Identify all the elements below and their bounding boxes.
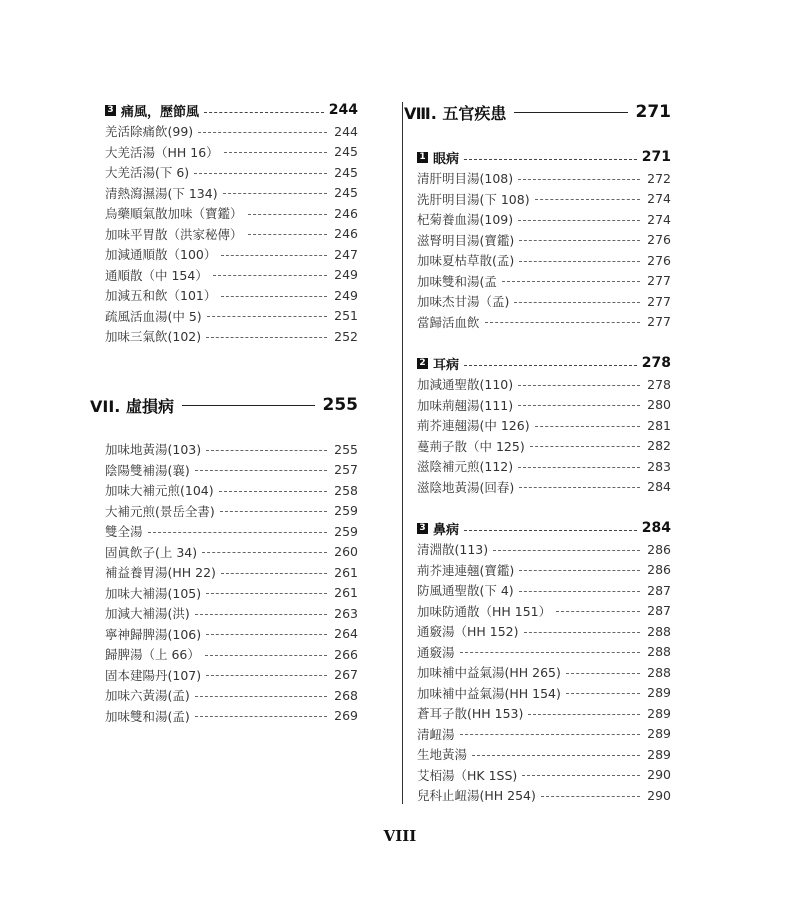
entry-title: 滋陰補元煎(112) xyxy=(417,459,514,475)
toc-entry xyxy=(417,683,671,704)
section-page-number: 244 xyxy=(328,102,358,118)
entry-page-number: 264 xyxy=(334,626,358,642)
toc-entry xyxy=(417,621,671,642)
entry-title: 補益養胃湯(HH 22) xyxy=(105,565,216,581)
entry-page-number: 272 xyxy=(647,170,671,186)
entry-page-number: 245 xyxy=(334,164,358,180)
entry-title: 蒼耳子散(HH 153) xyxy=(417,706,524,722)
entry-title: 加味防通散（HH 151） xyxy=(417,603,552,619)
entry-title: 清淵散(113) xyxy=(417,542,489,558)
entry-title: 加味大補湯(105) xyxy=(105,585,202,601)
toc-entry xyxy=(417,189,671,210)
chapter-title: Ⅷ. 五官疾患 xyxy=(404,103,507,123)
toc-entry xyxy=(417,642,671,663)
entry-title: 加減大補湯(洪) xyxy=(105,606,190,622)
dot-leader xyxy=(207,316,327,317)
entry-page-number: 289 xyxy=(647,746,671,762)
toc-entry xyxy=(417,271,671,292)
toc-entry xyxy=(105,583,358,604)
dot-leader xyxy=(248,214,327,215)
entry-page-number: 277 xyxy=(647,314,671,330)
entry-page-number: 286 xyxy=(647,541,671,557)
section-title: 耳病 xyxy=(433,357,460,373)
dot-leader xyxy=(213,275,327,276)
entry-title: 加味杰甘湯（孟) xyxy=(417,294,510,310)
entry-title: 固眞飲子(上 34) xyxy=(105,544,198,560)
entry-title: 艾栢湯（HK 1SS) xyxy=(417,767,518,783)
dot-leader xyxy=(519,240,640,241)
toc-entry xyxy=(417,291,671,312)
toc-entry xyxy=(105,142,358,163)
section-number-badge: 3 xyxy=(105,105,116,116)
entry-title: 加減五和飲（101） xyxy=(105,288,217,304)
entry-page-number: 287 xyxy=(647,603,671,619)
entry-title: 加減通順散（100） xyxy=(105,247,217,263)
toc-entry xyxy=(105,121,358,142)
toc-entry xyxy=(105,685,358,706)
entry-page-number: 259 xyxy=(334,523,358,539)
toc-entry xyxy=(417,560,671,581)
toc-entry xyxy=(417,785,671,806)
entry-page-number: 278 xyxy=(647,376,671,392)
entry-page-number: 258 xyxy=(334,482,358,498)
entry-page-number: 288 xyxy=(647,623,671,639)
entry-page-number: 267 xyxy=(334,667,358,683)
entry-title: 疏風活血湯(中 5) xyxy=(105,308,202,324)
toc-entry xyxy=(105,326,358,347)
dot-leader xyxy=(223,193,327,194)
dot-leader xyxy=(530,446,640,447)
entry-page-number: 287 xyxy=(647,582,671,598)
dot-leader xyxy=(566,693,640,694)
toc-entry xyxy=(105,306,358,327)
entry-title: 清肝明目湯(108) xyxy=(417,171,514,187)
entry-title: 大羌活湯(下 6) xyxy=(105,165,190,181)
toc-entry xyxy=(417,601,671,622)
entry-title: 烏藥順氣散加味（寶鑑） xyxy=(105,206,243,222)
entry-page-number: 269 xyxy=(334,708,358,724)
toc-entry xyxy=(105,162,358,183)
dot-leader xyxy=(519,487,640,488)
entry-title: 加味夏枯草散(孟) xyxy=(417,253,515,269)
toc-entry xyxy=(105,183,358,204)
dot-leader xyxy=(206,337,327,338)
dot-leader xyxy=(541,796,640,797)
dot-leader xyxy=(502,281,640,282)
dot-leader xyxy=(518,385,640,386)
section-page-number: 284 xyxy=(641,520,671,536)
entry-title: 加味補中益氣湯(HH 154) xyxy=(417,685,561,701)
dot-leader xyxy=(195,614,327,615)
toc-entry xyxy=(417,436,671,457)
dot-leader xyxy=(221,296,327,297)
entry-title: 加味荊翹湯(111) xyxy=(417,397,514,413)
entry-page-number: 244 xyxy=(334,123,358,139)
toc-entry xyxy=(417,415,671,436)
entry-list-eye xyxy=(417,168,671,332)
entry-title: 荊芥連連翹(寶鑑) xyxy=(417,562,515,578)
section-title: 鼻病 xyxy=(433,522,460,538)
dot-leader xyxy=(195,696,327,697)
section-heading-gout xyxy=(105,100,358,120)
entry-page-number: 276 xyxy=(647,232,671,248)
entry-title: 加味補中益氣湯(HH 265) xyxy=(417,665,561,681)
chapter-title: VII. 虛損病 xyxy=(90,396,174,416)
chapter-page-number: 271 xyxy=(635,102,671,122)
toc-entry xyxy=(417,662,671,683)
chapter-heading-deficiency xyxy=(90,393,358,417)
dot-leader xyxy=(464,530,637,531)
entry-list-nose xyxy=(417,539,671,806)
entry-page-number: 245 xyxy=(334,185,358,201)
section-heading-eye xyxy=(417,147,671,167)
entry-page-number: 260 xyxy=(334,544,358,560)
toc-entry xyxy=(417,724,671,745)
entry-page-number: 289 xyxy=(647,705,671,721)
dot-leader xyxy=(519,570,640,571)
entry-page-number: 290 xyxy=(647,767,671,783)
entry-title: 通順散（中 154） xyxy=(105,267,208,283)
chapter-heading-five-senses xyxy=(404,100,671,124)
toc-entry xyxy=(105,480,358,501)
dot-leader xyxy=(206,593,327,594)
entry-title: 滋陰地黃湯(回春) xyxy=(417,479,515,495)
toc-entry xyxy=(417,209,671,230)
entry-page-number: 289 xyxy=(647,685,671,701)
toc-entry xyxy=(105,644,358,665)
toc-entry xyxy=(105,521,358,542)
entry-page-number: 261 xyxy=(334,564,358,580)
entry-page-number: 282 xyxy=(647,438,671,454)
entry-list-gout xyxy=(105,121,358,347)
dot-leader xyxy=(221,573,327,574)
entry-page-number: 289 xyxy=(647,726,671,742)
toc-entry xyxy=(417,374,671,395)
entry-page-number: 245 xyxy=(334,144,358,160)
entry-page-number: 247 xyxy=(334,246,358,262)
entry-title: 荊芥連翹湯(中 126) xyxy=(417,418,530,434)
toc-entry xyxy=(105,285,358,306)
entry-title: 加味大補元煎(104) xyxy=(105,483,214,499)
section-heading-nose xyxy=(417,518,671,538)
dot-leader xyxy=(528,714,640,715)
column-divider xyxy=(402,102,403,804)
page-folio: VIII xyxy=(383,827,417,845)
toc-entry xyxy=(417,477,671,498)
dot-leader xyxy=(518,467,640,468)
chapter-rule xyxy=(514,112,627,113)
chapter-page-number: 255 xyxy=(322,395,358,415)
dot-leader xyxy=(514,302,640,303)
entry-page-number: 251 xyxy=(334,308,358,324)
entry-page-number: 255 xyxy=(334,441,358,457)
dot-leader xyxy=(519,261,640,262)
entry-page-number: 246 xyxy=(334,205,358,221)
entry-page-number: 290 xyxy=(647,787,671,803)
toc-entry xyxy=(417,168,671,189)
entry-title: 滋腎明目湯(寶鑑) xyxy=(417,232,515,248)
dot-leader xyxy=(485,322,640,323)
entry-page-number: 277 xyxy=(647,293,671,309)
dot-leader xyxy=(519,591,640,592)
entry-page-number: 252 xyxy=(334,328,358,344)
entry-page-number: 246 xyxy=(334,226,358,242)
dot-leader xyxy=(206,450,327,451)
toc-entry xyxy=(105,706,358,727)
entry-page-number: 277 xyxy=(647,273,671,289)
dot-leader xyxy=(524,632,640,633)
entry-list-ear xyxy=(417,374,671,497)
toc-entry xyxy=(105,501,358,522)
dot-leader xyxy=(219,491,327,492)
dot-leader xyxy=(220,511,327,512)
dot-leader xyxy=(204,112,324,113)
entry-title: 當歸活血飲 xyxy=(417,314,480,330)
dot-leader xyxy=(205,655,327,656)
dot-leader xyxy=(198,132,327,133)
dot-leader xyxy=(206,634,327,635)
entry-page-number: 283 xyxy=(647,458,671,474)
chapter-rule xyxy=(182,405,315,406)
entry-title: 加減通聖散(110) xyxy=(417,377,514,393)
toc-entry xyxy=(417,744,671,765)
toc-entry xyxy=(105,203,358,224)
entry-title: 加味平胃散（洪家秘傳） xyxy=(105,226,243,242)
toc-entry xyxy=(417,703,671,724)
entry-page-number: 288 xyxy=(647,644,671,660)
dot-leader xyxy=(522,775,640,776)
entry-title: 洗肝明目湯(下 108) xyxy=(417,191,530,207)
entry-page-number: 274 xyxy=(647,191,671,207)
entry-title: 加味六黃湯(孟) xyxy=(105,688,190,704)
entry-page-number: 280 xyxy=(647,397,671,413)
dot-leader xyxy=(566,673,640,674)
dot-leader xyxy=(493,550,640,551)
entry-page-number: 259 xyxy=(334,503,358,519)
toc-entry xyxy=(417,580,671,601)
dot-leader xyxy=(195,470,327,471)
entry-page-number: 286 xyxy=(647,562,671,578)
dot-leader xyxy=(535,199,640,200)
toc-entry xyxy=(105,244,358,265)
entry-title: 大補元煎(景岳全書) xyxy=(105,503,215,519)
entry-title: 大羌活湯（HH 16） xyxy=(105,144,219,160)
entry-title: 蔓荊子散（中 125) xyxy=(417,438,525,454)
toc-entry xyxy=(105,624,358,645)
toc-entry xyxy=(105,224,358,245)
dot-leader xyxy=(556,611,640,612)
entry-title: 加味地黃湯(103) xyxy=(105,442,202,458)
dot-leader xyxy=(472,755,640,756)
entry-page-number: 261 xyxy=(334,585,358,601)
dot-leader xyxy=(194,173,327,174)
toc-entry xyxy=(417,456,671,477)
dot-leader xyxy=(195,716,327,717)
entry-title: 羌活除痛飲(99) xyxy=(105,124,194,140)
entry-page-number: 284 xyxy=(647,479,671,495)
entry-title: 加味雙和湯(孟 xyxy=(417,273,497,289)
dot-leader xyxy=(206,675,327,676)
toc-entry xyxy=(105,665,358,686)
toc-entry xyxy=(105,603,358,624)
toc-entry xyxy=(105,542,358,563)
entry-title: 杞菊養血湯(109) xyxy=(417,212,514,228)
entry-title: 歸脾湯（上 66） xyxy=(105,647,200,663)
dot-leader xyxy=(464,159,637,160)
toc-entry xyxy=(417,230,671,251)
dot-leader xyxy=(248,234,327,235)
entry-page-number: 274 xyxy=(647,211,671,227)
section-page-number: 278 xyxy=(641,355,671,371)
dot-leader xyxy=(518,405,640,406)
toc-entry xyxy=(105,562,358,583)
entry-page-number: 257 xyxy=(334,462,358,478)
dot-leader xyxy=(464,365,637,366)
dot-leader xyxy=(224,152,327,153)
section-title: 眼病 xyxy=(433,151,460,167)
entry-title: 通竅湯 xyxy=(417,644,455,660)
entry-page-number: 281 xyxy=(647,417,671,433)
toc-entry xyxy=(105,265,358,286)
toc-entry xyxy=(417,312,671,333)
entry-page-number: 266 xyxy=(334,646,358,662)
dot-leader xyxy=(518,179,640,180)
entry-title: 兒科止衄湯(HH 254) xyxy=(417,788,536,804)
entry-title: 陰陽雙補湯(襄) xyxy=(105,462,190,478)
section-number-badge: 3 xyxy=(417,523,428,534)
toc-entry xyxy=(417,539,671,560)
entry-list-deficiency xyxy=(105,439,358,726)
entry-title: 加味三氣飲(102) xyxy=(105,329,202,345)
entry-title: 固本建陽丹(107) xyxy=(105,667,202,683)
dot-leader xyxy=(535,426,640,427)
entry-title: 加味雙和湯(孟) xyxy=(105,708,190,724)
dot-leader xyxy=(518,220,640,221)
section-title: 痛風，歷節風 xyxy=(121,104,200,120)
dot-leader xyxy=(460,652,640,653)
section-number-badge: 2 xyxy=(417,358,428,369)
entry-page-number: 268 xyxy=(334,687,358,703)
entry-title: 寧神歸脾湯(106) xyxy=(105,626,202,642)
entry-page-number: 276 xyxy=(647,252,671,268)
section-number-badge: 1 xyxy=(417,152,428,163)
toc-entry xyxy=(417,250,671,271)
toc-entry xyxy=(417,765,671,786)
entry-page-number: 249 xyxy=(334,267,358,283)
entry-page-number: 249 xyxy=(334,287,358,303)
entry-title: 清衄湯 xyxy=(417,726,455,742)
entry-title: 雙全湯 xyxy=(105,524,143,540)
entry-title: 生地黃湯 xyxy=(417,747,468,763)
entry-title: 通竅湯（HH 152) xyxy=(417,624,519,640)
dot-leader xyxy=(460,734,640,735)
dot-leader xyxy=(221,255,327,256)
entry-page-number: 263 xyxy=(334,605,358,621)
toc-entry xyxy=(105,460,358,481)
section-page-number: 271 xyxy=(641,149,671,165)
dot-leader xyxy=(202,552,327,553)
section-heading-ear xyxy=(417,353,671,373)
toc-entry xyxy=(105,439,358,460)
entry-title: 清熱瀉濕湯(下 134) xyxy=(105,185,218,201)
entry-title: 防風通聖散(下 4) xyxy=(417,583,514,599)
entry-page-number: 288 xyxy=(647,664,671,680)
toc-entry xyxy=(417,395,671,416)
dot-leader xyxy=(148,532,327,533)
